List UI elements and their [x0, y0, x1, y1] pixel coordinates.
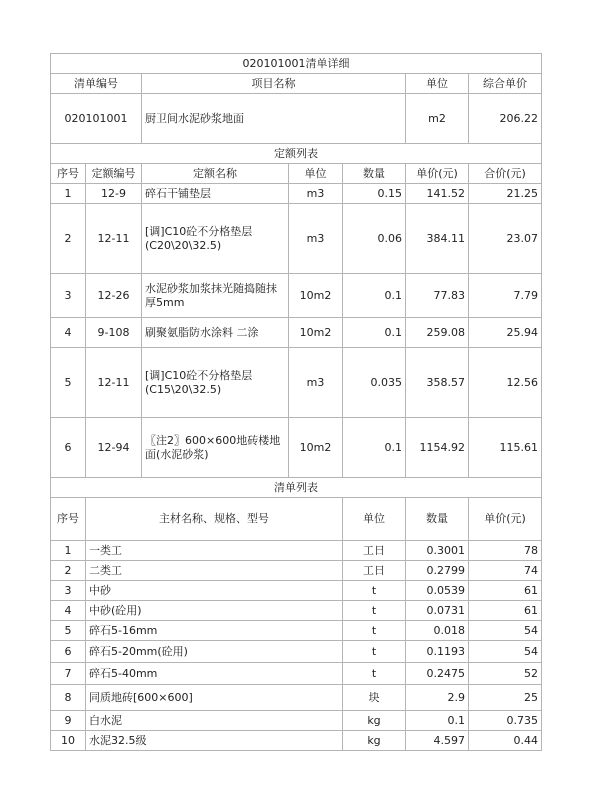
list-item [51, 685, 542, 711]
row-no: 4 [51, 318, 86, 348]
item-name: 白水泥 [86, 711, 343, 731]
item-price: 54 [469, 621, 542, 641]
row-unit: m3 [289, 184, 343, 204]
list-item [51, 663, 542, 685]
item-unit: t [343, 621, 406, 641]
item-no: 7 [51, 663, 86, 685]
header-name-label: 项目名称 [142, 74, 406, 94]
row-qty: 0.035 [343, 348, 406, 418]
item-unit: kg [343, 711, 406, 731]
table-row [51, 274, 542, 318]
row-unit: 10m2 [289, 274, 343, 318]
row-total: 21.25 [469, 184, 542, 204]
item-no: 3 [51, 581, 86, 601]
table-row [51, 418, 542, 478]
item-no: 9 [51, 711, 86, 731]
row-total: 7.79 [469, 274, 542, 318]
materials-col-qty: 数量 [406, 498, 469, 541]
row-qty: 0.1 [343, 418, 406, 478]
row-price: 358.57 [406, 348, 469, 418]
item-price: 52 [469, 663, 542, 685]
item-name: 碎石5-40mm [86, 663, 343, 685]
header-price-label: 综合单价 [469, 74, 542, 94]
item-name: 二类工 [86, 561, 343, 581]
item-no: 10 [51, 731, 86, 751]
quota-col-unit: 单位 [289, 164, 343, 184]
item-unit: kg [343, 731, 406, 751]
row-unit: 10m2 [289, 318, 343, 348]
row-unit: m3 [289, 204, 343, 274]
row-no: 3 [51, 274, 86, 318]
item-price: 25 [469, 685, 542, 711]
row-name: [调]C10砼不分格垫层(C15\20\32.5) [142, 348, 289, 418]
item-unit: 工日 [343, 561, 406, 581]
materials-section-title: 清单列表 [51, 478, 542, 498]
item-price: 54 [469, 641, 542, 663]
item-name: 一类工 [86, 541, 343, 561]
row-unit: 10m2 [289, 418, 343, 478]
item-name: 碎石5-20mm(砼用) [86, 641, 343, 663]
row-code: 9-108 [86, 318, 142, 348]
item-no: 4 [51, 601, 86, 621]
item-price: 61 [469, 581, 542, 601]
row-name: 刷聚氨脂防水涂料 二涂 [142, 318, 289, 348]
bill-detail-table [50, 53, 542, 751]
quota-col-name: 定额名称 [142, 164, 289, 184]
list-item [51, 641, 542, 663]
item-name: 水泥32.5级 [86, 731, 343, 751]
row-price: 141.52 [406, 184, 469, 204]
row-no: 5 [51, 348, 86, 418]
list-item [51, 601, 542, 621]
table-title: 020101001清单详细 [51, 54, 542, 74]
row-name: 水泥砂浆加浆抹光随捣随抹厚5mm [142, 274, 289, 318]
list-item [51, 731, 542, 751]
item-qty: 0.1 [406, 711, 469, 731]
item-no: 6 [51, 641, 86, 663]
table-row [51, 184, 542, 204]
quota-section-title: 定额列表 [51, 144, 542, 164]
row-price: 384.11 [406, 204, 469, 274]
item-name: 碎石5-16mm [86, 621, 343, 641]
header-unit-label: 单位 [406, 74, 469, 94]
materials-col-no: 序号 [51, 498, 86, 541]
row-code: 12-26 [86, 274, 142, 318]
materials-col-price: 单价(元) [469, 498, 542, 541]
item-no: 1 [51, 541, 86, 561]
row-total: 25.94 [469, 318, 542, 348]
row-qty: 0.1 [343, 318, 406, 348]
item-qty: 4.597 [406, 731, 469, 751]
item-unit: t [343, 601, 406, 621]
item-qty: 0.2799 [406, 561, 469, 581]
item-name: 同质地砖[600×600] [86, 685, 343, 711]
materials-header-row [51, 498, 542, 541]
row-qty: 0.15 [343, 184, 406, 204]
bill-unit: m2 [406, 94, 469, 144]
row-price: 259.08 [406, 318, 469, 348]
list-item [51, 621, 542, 641]
quota-col-price: 单价(元) [406, 164, 469, 184]
row-total: 12.56 [469, 348, 542, 418]
item-unit: t [343, 581, 406, 601]
bill-code: 020101001 [51, 94, 142, 144]
row-price: 77.83 [406, 274, 469, 318]
item-no: 5 [51, 621, 86, 641]
item-no: 8 [51, 685, 86, 711]
list-item [51, 561, 542, 581]
list-item [51, 541, 542, 561]
quota-col-qty: 数量 [343, 164, 406, 184]
item-qty: 0.0731 [406, 601, 469, 621]
row-no: 2 [51, 204, 86, 274]
quota-header-row [51, 164, 542, 184]
item-unit: 工日 [343, 541, 406, 561]
quota-col-code: 定额编号 [86, 164, 142, 184]
list-item [51, 581, 542, 601]
row-total: 23.07 [469, 204, 542, 274]
row-code: 12-9 [86, 184, 142, 204]
row-no: 1 [51, 184, 86, 204]
row-name: 〖注2〗600×600地砖楼地面(水泥砂浆) [142, 418, 289, 478]
item-name: 中砂(砼用) [86, 601, 343, 621]
header-code-label: 清单编号 [51, 74, 142, 94]
item-price: 0.735 [469, 711, 542, 731]
row-name: [调]C10砼不分格垫层(C20\20\32.5) [142, 204, 289, 274]
row-code: 12-11 [86, 204, 142, 274]
list-item [51, 711, 542, 731]
item-price: 78 [469, 541, 542, 561]
row-code: 12-11 [86, 348, 142, 418]
table-row [51, 348, 542, 418]
row-total: 115.61 [469, 418, 542, 478]
item-unit: t [343, 663, 406, 685]
bill-name: 厨卫间水泥砂浆地面 [142, 94, 406, 144]
item-name: 中砂 [86, 581, 343, 601]
item-unit: t [343, 641, 406, 663]
materials-col-unit: 单位 [343, 498, 406, 541]
item-qty: 2.9 [406, 685, 469, 711]
item-qty: 0.1193 [406, 641, 469, 663]
item-qty: 0.018 [406, 621, 469, 641]
row-no: 6 [51, 418, 86, 478]
quota-col-total: 合价(元) [469, 164, 542, 184]
row-qty: 0.1 [343, 274, 406, 318]
materials-col-name: 主材名称、规格、型号 [86, 498, 343, 541]
item-no: 2 [51, 561, 86, 581]
item-qty: 0.2475 [406, 663, 469, 685]
item-price: 61 [469, 601, 542, 621]
item-qty: 0.3001 [406, 541, 469, 561]
row-code: 12-94 [86, 418, 142, 478]
bill-price: 206.22 [469, 94, 542, 144]
row-price: 1154.92 [406, 418, 469, 478]
table-row [51, 318, 542, 348]
item-price: 74 [469, 561, 542, 581]
table-row [51, 204, 542, 274]
row-name: 碎石干铺垫层 [142, 184, 289, 204]
row-qty: 0.06 [343, 204, 406, 274]
row-unit: m3 [289, 348, 343, 418]
item-unit: 块 [343, 685, 406, 711]
quota-col-no: 序号 [51, 164, 86, 184]
item-qty: 0.0539 [406, 581, 469, 601]
item-price: 0.44 [469, 731, 542, 751]
